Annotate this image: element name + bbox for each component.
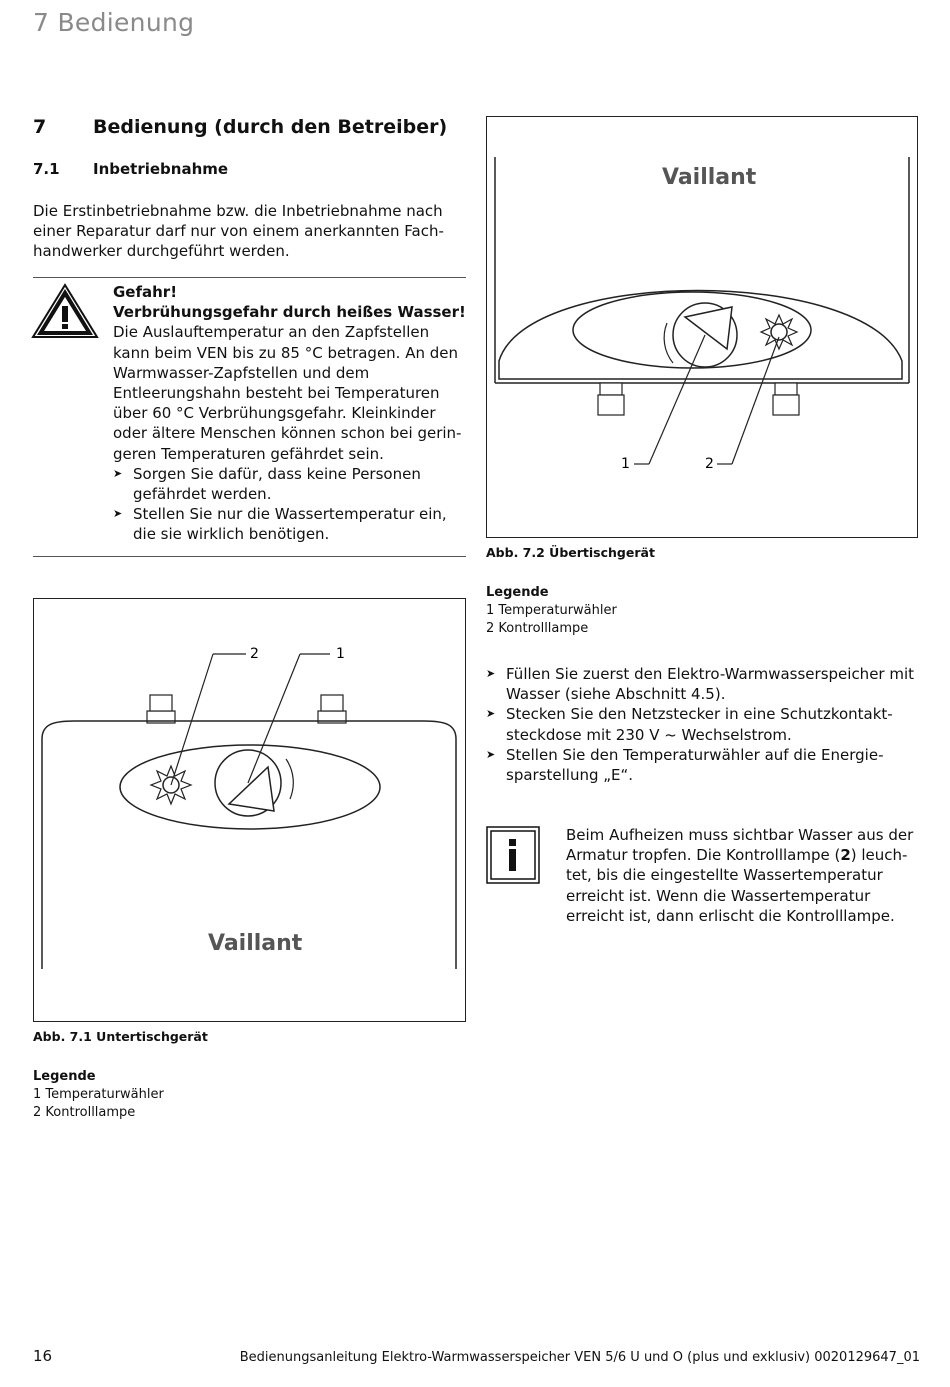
figure-7-1-caption: Abb. 7.1 Untertischgerät (33, 1029, 208, 1044)
running-head: 7 Bedienung (33, 8, 195, 37)
warning-text (113, 282, 473, 545)
bullet-line: Stellen Sie nur die Wassertemperatur ein, (133, 505, 447, 524)
info-line: tet, bis die eingestellte Wassertemperatur (566, 866, 883, 885)
warning-line: geren Temperaturen gefährdet sein. (113, 444, 384, 463)
warning-bullets (113, 464, 473, 545)
instruction-line: sparstellung „E“. (506, 766, 634, 785)
bullet-line: Sorgen Sie dafür, dass keine Personen (133, 464, 421, 483)
legend-item: 2 Kontrolllampe (486, 621, 589, 636)
legend-item: 1 Temperaturwähler (33, 1087, 164, 1102)
list-item (113, 504, 473, 544)
bullet-arrow-icon: ➤ (113, 466, 123, 480)
warning-line: Die Auslauftemperatur an den Zapfstellen (113, 323, 430, 342)
warning-top-rule (33, 277, 466, 278)
legend-item: 2 Kontrolllampe (33, 1105, 136, 1120)
figure-7-2-legend (486, 584, 617, 638)
instruction-line: Stellen Sie den Temperaturwähler auf die Energie- (506, 745, 884, 764)
warning-line: Warmwasser-Zapfstellen und dem (113, 363, 370, 382)
intro-line: handwerker durchgeführt werden. (33, 242, 290, 261)
callout-1: 1 (621, 456, 630, 472)
bullet-arrow-icon: ➤ (113, 507, 123, 521)
warning-line: über 60 °C Verbrühungsgefahr. Kleinkinder (113, 404, 436, 423)
info-line: Beim Aufheizen muss sichtbar Wasser aus der (566, 826, 914, 844)
info-text (566, 825, 936, 926)
instruction-line: Wasser (siehe Abschnitt 4.5). (506, 685, 726, 704)
subsection-number: 7.1 (33, 160, 60, 178)
section-title: Bedienung (durch den Betreiber) (93, 116, 448, 138)
instruction-line: Füllen Sie zuerst den Elektro-Warmwasserspeicher mit (506, 665, 915, 683)
warning-line: Entleerungshahn besteht bei Temperaturen (113, 384, 440, 403)
figure-7-2-drawing (487, 117, 917, 537)
subsection-title: Inbetriebnahme (93, 160, 229, 178)
figure-7-2-caption: Abb. 7.2 Übertischgerät (486, 545, 655, 560)
figure-7-1-legend (33, 1068, 164, 1122)
intro-line: einer Reparatur darf nur von einem anerkannten Fach- (33, 222, 444, 241)
figure-7-2 (486, 116, 918, 538)
warning-line: oder ältere Menschen können schon bei gerin- (113, 424, 462, 443)
subsection-heading (33, 160, 228, 178)
warning-line: kann beim VEN bis zu 85 °C betragen. An den (113, 343, 459, 362)
instruction-line: Stecken Sie den Netzstecker in eine Schutzkontakt- (506, 705, 893, 724)
figure-7-1-drawing (34, 599, 465, 1021)
vaillant-logo: Vaillant (662, 165, 757, 190)
list-item (113, 464, 473, 504)
figure-7-1 (33, 598, 466, 1022)
info-line: erreicht ist. Wenn die Wassertemperatur (566, 886, 871, 905)
list-item (486, 704, 926, 744)
intro-line: Die Erstinbetriebnahme bzw. die Inbetriebnahme nach (33, 202, 443, 220)
instructions (486, 664, 926, 785)
instruction-line: steckdose mit 230 V ~ Wechselstrom. (506, 725, 792, 744)
info-line: erreicht ist, dann erlischt die Kontrolllampe. (566, 906, 895, 925)
callout-1: 1 (336, 646, 345, 662)
legend-item: 1 Temperaturwähler (486, 603, 617, 618)
bullet-arrow-icon: ➤ (486, 747, 496, 761)
intro-paragraph (33, 201, 473, 262)
callout-2: 2 (250, 646, 259, 662)
legend-title: Legende (33, 1069, 96, 1084)
callout-2: 2 (705, 456, 714, 472)
legend-title: Legende (486, 585, 549, 600)
bullet-line: die sie wirklich benötigen. (133, 525, 330, 544)
section-number: 7 (33, 116, 47, 138)
info-line (566, 845, 936, 865)
bullet-line: gefährdet werden. (133, 485, 272, 504)
info-line-part: Armatur tropfen. Die Kontrolllampe ( (566, 846, 841, 865)
vaillant-logo: Vaillant (208, 931, 303, 956)
info-icon (486, 826, 540, 888)
section-heading (33, 116, 447, 138)
info-bold-ref: 2 (840, 846, 851, 865)
bullet-arrow-icon: ➤ (486, 707, 496, 721)
info-line-part: ) leuch- (850, 846, 908, 865)
page-number: 16 (33, 1347, 53, 1365)
list-item (486, 745, 926, 785)
instruction-list (486, 664, 926, 785)
warning-title: Gefahr! (113, 283, 178, 301)
warning-subtitle: Verbrühungsgefahr durch heißes Wasser! (113, 303, 466, 322)
list-item (486, 664, 926, 704)
document-title: Bedienungsanleitung Elektro-Warmwasserspeicher VEN 5/6 U und O (plus und exklusiv) 0020129647_01 (239, 1350, 920, 1365)
danger-triangle-icon (31, 283, 99, 343)
bullet-arrow-icon: ➤ (486, 667, 496, 680)
warning-bottom-rule (33, 556, 466, 557)
